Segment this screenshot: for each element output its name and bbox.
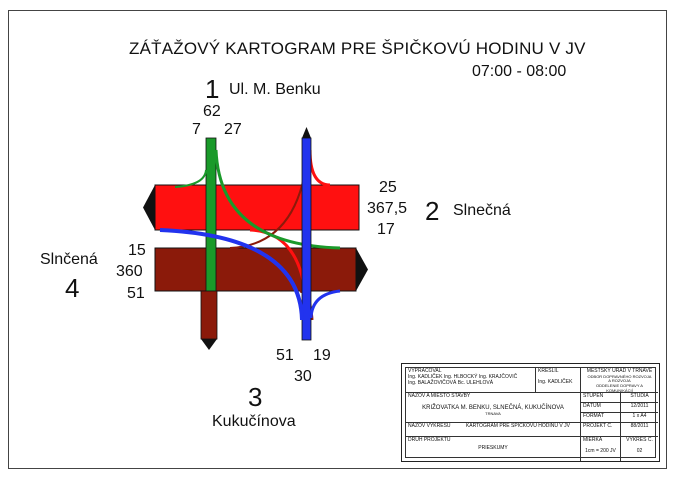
- arm-3-value-1: 51: [276, 347, 294, 364]
- tb-mierka-value: 1cm = 200 JV: [585, 447, 616, 454]
- tb-projekt-value: 88/2011: [621, 423, 658, 437]
- tb-druh: [406, 437, 581, 461]
- tb-stupen-value: ŠTÚDIA: [621, 393, 658, 403]
- flow-north-to-west: [175, 170, 206, 187]
- arm-1-name: Ul. M. Benku: [229, 81, 321, 98]
- tb-stavba-name: KRIŽOVATKA M. BENKU, SLNEČNÁ, KUKUČÍNOVA: [422, 404, 564, 411]
- arm-3-number: 3: [248, 382, 263, 412]
- tb-vypracoval: [406, 368, 536, 393]
- north-arrowhead: [302, 127, 311, 138]
- tb-kreslil: [536, 368, 581, 393]
- east-arm-band: [155, 185, 359, 230]
- west-arm-band: [155, 248, 356, 291]
- arm-2-value-1: 25: [379, 179, 397, 196]
- flow-south-to-east: [311, 291, 340, 318]
- arm-1-total: 62: [203, 103, 221, 120]
- title-block: [401, 363, 660, 462]
- tb-vykres-label: NÁZOV VÝKRESU: [408, 423, 451, 429]
- arm-1-right-value: 27: [224, 121, 242, 138]
- tb-datum-value: 12/2011: [621, 403, 658, 413]
- tb-stavba-label: NÁZOV A MIESTO STAVBY: [408, 393, 471, 399]
- west-arrowhead: [143, 185, 155, 230]
- arm-3-value-2: 19: [313, 347, 331, 364]
- south-arm-band: [302, 138, 311, 340]
- arm-4-value-3: 51: [127, 285, 145, 302]
- tb-vykres-c-value: 02: [636, 447, 643, 454]
- tb-vypracoval-names-2: Ing. BALAŽOVIČOVÁ Bc. ULEHLOVÁ: [408, 379, 494, 386]
- flow-east-to-north: [310, 150, 330, 185]
- tb-vykres-name: KARTOGRAM PRE ŠPIČKOVÚ HODINU V JV: [465, 423, 570, 429]
- tb-stavba-city: TRNAVA: [485, 410, 501, 416]
- tb-office-line1: MESTSKÝ ÚRAD V TRNAVE: [586, 368, 653, 374]
- tb-druh-label: DRUH PROJEKTU: [408, 437, 451, 443]
- tb-projekt-label: PROJEKT Č.: [581, 423, 621, 437]
- arm-4-number: 4: [65, 273, 80, 303]
- arm-2-name: Slnečná: [453, 202, 511, 219]
- tb-office-line2: ODBOR DOPRAVNÉHO ROZVOJA: [587, 373, 652, 379]
- tb-office: [581, 368, 658, 393]
- tb-format-label: FORMÁT: [581, 413, 621, 423]
- tb-kreslil-label: KRESLIL: [538, 368, 559, 374]
- tb-stupen-label: STUPEŇ: [581, 393, 621, 403]
- arm-2-value-2: 367,5: [367, 200, 408, 217]
- arm-2-value-3: 17: [377, 221, 395, 238]
- tb-vykres: [406, 423, 581, 437]
- arm-1-number: 1: [205, 74, 220, 104]
- tb-stavba: [406, 393, 581, 423]
- tb-office-line3: A ROZVOJA: [608, 378, 631, 384]
- east-arrowhead: [356, 248, 368, 291]
- arm-3-name: Kukučínova: [212, 413, 296, 430]
- arm-3-value-3: 30: [294, 368, 312, 385]
- south-arrowhead: [201, 339, 217, 350]
- tb-vykres-c-label: VÝKRES Č.: [626, 437, 653, 443]
- arm-1-left-value: 7: [192, 121, 201, 138]
- diagram-title: ZÁŤAŽOVÝ KARTOGRAM PRE ŠPIČKOVÚ HODINU V JV: [129, 39, 586, 58]
- tb-mierka-label: MIERKA: [583, 437, 603, 443]
- time-range: 07:00 - 08:00: [472, 63, 567, 80]
- arm-4-value-2: 360: [116, 263, 143, 280]
- tb-mierka: [581, 437, 621, 461]
- tb-office-line4: ODDELENIE DOPRAVY A KOMUNIKÁCIÍ: [596, 382, 643, 393]
- tb-druh-value: PRIESKUMY: [478, 444, 508, 451]
- arm-2-number: 2: [425, 196, 440, 226]
- tb-kreslil-name: Ing. KADLIČEK: [538, 378, 573, 385]
- tb-vykres-c: [621, 437, 658, 461]
- tb-format-value: 1 x A4: [621, 413, 658, 423]
- tb-vypracoval-label: VYPRACOVAL: [408, 368, 442, 374]
- tb-datum-label: DÁTUM: [581, 403, 621, 413]
- arm-4-value-1: 15: [128, 242, 146, 259]
- tb-vypracoval-names: Ing. KADLIČEK Ing. HLBOCKÝ Ing. KRAJČOVIČ: [408, 373, 518, 380]
- arm-4-name: Slnčená: [40, 251, 98, 268]
- south-exit-band: [201, 291, 217, 339]
